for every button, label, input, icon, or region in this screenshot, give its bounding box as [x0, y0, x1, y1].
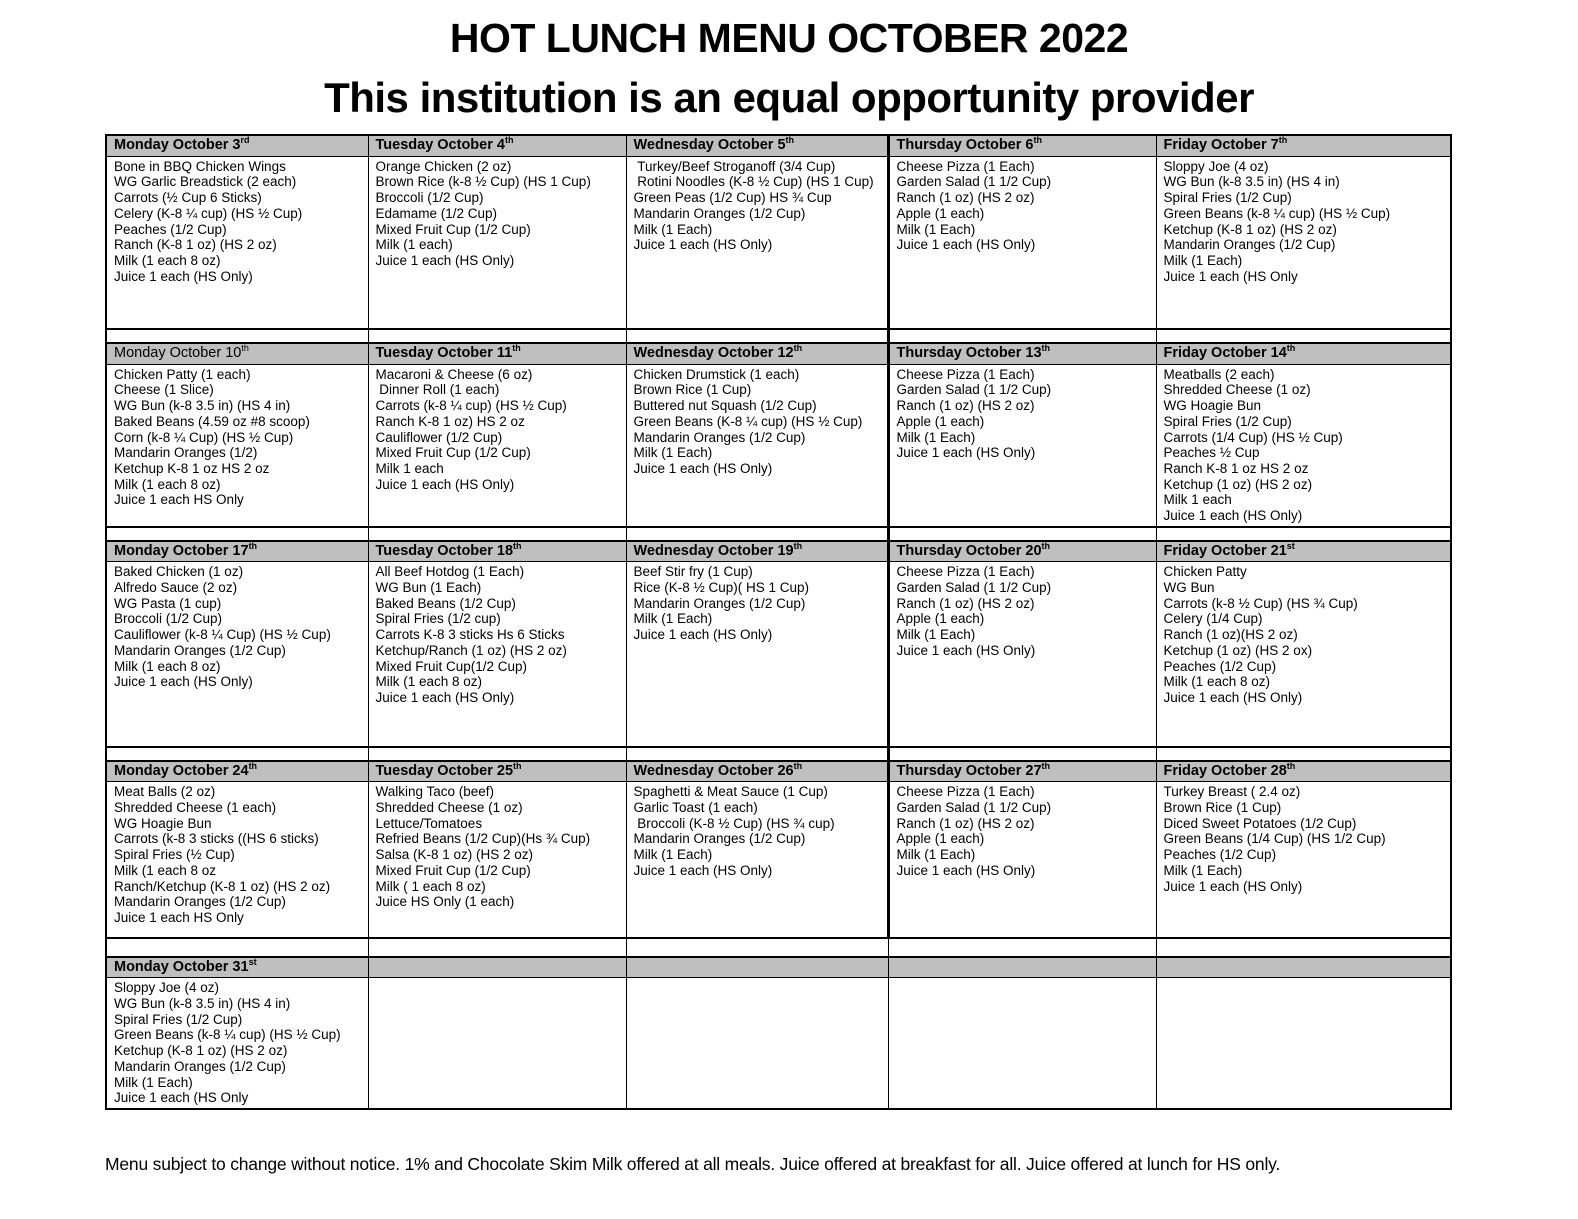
menu-item: Cheese (1 Slice) — [114, 382, 214, 398]
menu-item: Ranch (1 oz) (HS 2 oz) — [896, 398, 1035, 414]
day-header-label: Tuesday October 4 — [375, 137, 505, 154]
menu-item: Ketchup (1 oz) (HS 2 ox) — [1163, 642, 1313, 658]
menu-item: Garden Salad (1 1/2 Cup) — [896, 174, 1052, 190]
menu-cell — [888, 782, 1156, 938]
day-header-ordinal: th — [512, 343, 521, 354]
menu-item: Brown Rice (1 Cup) — [1163, 800, 1282, 816]
footer-note: Menu subject to change without notice. 1% and Chocolate Skim Milk offered at all meals. Juice offered at breakfast for all. Juice offered at lunch for HS only. — [105, 1153, 1281, 1174]
menu-cell — [888, 364, 1156, 527]
menu-item: Garden Salad (1 1/2 Cup) — [896, 800, 1052, 816]
day-header — [106, 343, 368, 364]
menu-item: Meatballs (2 each) — [1163, 366, 1275, 382]
menu-item: Brown Rice (1 Cup) — [633, 382, 752, 398]
day-header-ordinal: th — [1041, 760, 1051, 771]
day-header-ordinal: th — [513, 540, 522, 551]
day-header-ordinal: st — [248, 956, 257, 967]
spacer-cell — [106, 329, 368, 343]
menu-table-body — [106, 135, 1451, 1109]
menu-item: WG Bun — [1163, 580, 1215, 596]
menu-item: WG Bun (k-8 3.5 in) (HS 4 in) — [1163, 174, 1340, 190]
day-header-label: Wednesday October 19 — [633, 542, 794, 559]
menu-item: Milk 1 each — [1163, 492, 1232, 508]
menu-item: Milk (1 Each) — [896, 847, 976, 863]
day-header — [626, 541, 888, 562]
menu-item: Carrots (k-8 3 sticks ((HS 6 sticks) — [114, 831, 319, 847]
day-header-ordinal: th — [1286, 760, 1296, 771]
menu-item: Juice 1 each (HS Only) — [1163, 689, 1303, 705]
menu-cell — [106, 978, 368, 1109]
menu-item: Carrots (k-8 ¼ cup) (HS ½ Cup) — [375, 398, 567, 414]
menu-item: Lettuce/Tomatoes — [375, 815, 483, 831]
day-header — [368, 343, 626, 364]
menu-item: Spiral Fries (½ Cup) — [114, 847, 235, 863]
menu-cell — [1156, 156, 1451, 329]
day-header-label: Tuesday October 18 — [375, 542, 514, 559]
menu-item: Diced Sweet Potatoes (1/2 Cup) — [1163, 815, 1357, 831]
menu-item: Milk (1 Each) — [896, 627, 976, 643]
day-header — [888, 761, 1156, 782]
day-header-label: Friday October 28 — [1163, 762, 1287, 779]
page-subtitle: This institution is an equal opportunity provider — [324, 74, 1254, 122]
menu-item: Carrots K-8 3 sticks Hs 6 Sticks — [375, 627, 565, 643]
day-header-ordinal: th — [793, 540, 803, 551]
menu-item: WG Bun (1 Each) — [375, 580, 482, 596]
spacer-cell — [368, 329, 626, 343]
menu-item: Ketchup K-8 1 oz HS 2 oz — [114, 461, 270, 476]
menu-item: Juice 1 each (HS Only) — [633, 862, 773, 878]
menu-item: WG Bun (k-8 3.5 in) (HS 4 in) — [114, 398, 291, 414]
menu-item: Green Beans (k-8 ¼ cup) (HS ½ Cup) — [114, 1027, 341, 1043]
day-header — [1156, 541, 1451, 562]
menu-item: Ranch K-8 1 oz HS 2 oz — [1163, 461, 1309, 476]
day-header — [368, 957, 626, 978]
lunch-menu-table — [105, 134, 1452, 1110]
menu-item: Milk (1 each 8 oz) — [114, 253, 221, 268]
menu-item: Apple (1 each) — [896, 413, 985, 429]
menu-cell — [368, 364, 626, 527]
menu-cell — [626, 782, 888, 938]
week-content-row — [106, 364, 1451, 527]
menu-item: Ranch/Ketchup (K-8 1 oz) (HS 2 oz) — [114, 878, 331, 894]
menu-item: Broccoli (K-8 ½ Cup) (HS ¾ cup) — [633, 815, 835, 831]
menu-item: Ketchup (1 oz) (HS 2 oz) — [1163, 476, 1313, 492]
menu-item: WG Bun (k-8 3.5 in) (HS 4 in) — [114, 996, 291, 1012]
spacer-cell — [106, 938, 368, 957]
menu-item: Spaghetti & Meat Sauce (1 Cup) — [633, 784, 828, 800]
menu-item: Ranch (K-8 1 oz) (HS 2 oz) — [114, 237, 277, 253]
menu-item: Juice 1 each (HS Only) — [633, 627, 773, 643]
menu-item: Ranch (1 oz) (HS 2 oz) — [896, 595, 1035, 611]
spacer-cell — [626, 527, 888, 541]
menu-item: WG Hoagie Bun — [1163, 398, 1262, 414]
menu-item: Garden Salad (1 1/2 Cup) — [896, 580, 1052, 596]
week-content-row — [106, 156, 1451, 329]
week-content-row — [106, 978, 1451, 1109]
spacer-cell — [1156, 527, 1451, 541]
menu-item: Juice 1 each (HS Only) — [896, 445, 1036, 461]
day-header-ordinal: th — [1033, 135, 1042, 146]
menu-item: Milk (1 Each) — [633, 221, 713, 237]
menu-item: Milk (1 each 8 oz) — [114, 658, 221, 674]
menu-item: Juice 1 each HS Only — [114, 492, 244, 508]
week-content-row — [106, 562, 1451, 747]
day-header-label: Monday October 31 — [114, 958, 249, 975]
menu-item: Juice 1 each (HS Only — [1163, 268, 1298, 284]
menu-item: Spiral Fries (1/2 Cup) — [1163, 190, 1292, 206]
menu-item: Juice 1 each (HS Only) — [633, 237, 773, 253]
day-header — [626, 957, 888, 978]
day-header — [106, 957, 368, 978]
day-header-ordinal: th — [248, 540, 258, 551]
day-header — [368, 135, 626, 156]
menu-item: Celery (1/4 Cup) — [1163, 611, 1263, 627]
day-header-label: Wednesday October 12 — [633, 345, 794, 362]
menu-item: Milk (1 each 8 oz) — [1163, 674, 1271, 690]
day-header-ordinal: st — [1286, 540, 1295, 551]
day-header — [626, 761, 888, 782]
menu-item: Juice 1 each (HS Only — [114, 1090, 249, 1106]
menu-item: Juice 1 each (HS Only) — [896, 237, 1036, 253]
menu-cell — [1156, 978, 1451, 1109]
menu-cell — [368, 156, 626, 329]
spacer-cell — [368, 938, 626, 957]
menu-cell — [368, 562, 626, 747]
day-header — [888, 957, 1156, 978]
menu-item: Green Beans (1/4 Cup) (HS 1/2 Cup) — [1163, 831, 1386, 847]
menu-item: Baked Chicken (1 oz) — [114, 564, 244, 580]
menu-item: Broccoli (1/2 Cup) — [114, 611, 223, 627]
menu-cell — [106, 782, 368, 938]
menu-item: Juice 1 each (HS Only) — [896, 642, 1036, 658]
day-header-label: Tuesday October 11 — [375, 345, 513, 362]
menu-item: Juice 1 each (HS Only) — [375, 689, 515, 705]
day-header-label: Wednesday October 5 — [633, 137, 786, 154]
menu-item: Milk (1 each) — [375, 237, 453, 253]
menu-item: Milk (1 Each) — [1163, 253, 1243, 268]
menu-item: Garlic Toast (1 each) — [633, 800, 758, 816]
menu-cell — [626, 156, 888, 329]
menu-item: Cheese Pizza (1 Each) — [896, 784, 1035, 800]
day-header-label: Thursday October 20 — [896, 542, 1042, 559]
menu-item: Milk (1 each 8 oz — [114, 862, 217, 878]
day-header-label: Thursday October 6 — [896, 137, 1034, 154]
menu-cell — [106, 364, 368, 527]
spacer-cell — [1156, 747, 1451, 761]
spacer-cell — [368, 527, 626, 541]
day-header-ordinal: th — [241, 343, 249, 354]
menu-item: Cauliflower (k-8 ¼ Cup) (HS ½ Cup) — [114, 627, 331, 643]
spacer-cell — [1156, 938, 1451, 957]
day-header-ordinal: th — [504, 135, 514, 146]
menu-item: Green Beans (k-8 ¼ cup) (HS ½ Cup) — [1163, 205, 1391, 221]
menu-item: Cheese Pizza (1 Each) — [896, 158, 1035, 174]
menu-item: Baked Beans (1/2 Cup) — [375, 595, 516, 611]
spacer-cell — [888, 938, 1156, 957]
menu-item: Mandarin Oranges (1/2 Cup) — [114, 642, 286, 658]
menu-item: Corn (k-8 ¼ Cup) (HS ½ Cup) — [114, 429, 294, 445]
menu-item: Carrots (½ Cup 6 Sticks) — [114, 190, 262, 206]
menu-item: Green Beans (K-8 ¼ cup) (HS ½ Cup) — [633, 413, 863, 429]
menu-cell — [626, 978, 888, 1109]
menu-cell — [106, 156, 368, 329]
menu-item: Juice 1 each (HS Only) — [633, 461, 773, 476]
menu-item: Mandarin Oranges (1/2 Cup) — [633, 831, 806, 847]
menu-item: Milk (1 Each) — [633, 445, 713, 461]
menu-item: Edamame (1/2 Cup) — [375, 205, 498, 221]
day-header-ordinal: th — [793, 343, 803, 354]
menu-item: Ranch (1 oz)(HS 2 oz) — [1163, 627, 1298, 643]
menu-item: Walking Taco (beef) — [375, 784, 495, 800]
day-header-ordinal: th — [1041, 343, 1051, 354]
day-header-label: Thursday October 27 — [896, 762, 1042, 779]
menu-item: Mandarin Oranges (1/2 Cup) — [114, 1058, 286, 1074]
day-header-ordinal: th — [793, 760, 803, 771]
menu-item: Apple (1 each) — [896, 831, 985, 847]
spacer-row — [106, 747, 1451, 761]
day-header — [1156, 343, 1451, 364]
menu-cell — [1156, 364, 1451, 527]
menu-item: Turkey/Beef Stroganoff (3/4 Cup) — [633, 158, 836, 174]
day-header-label: Friday October 21 — [1163, 542, 1287, 559]
menu-item: Alfredo Sauce (2 oz) — [114, 580, 238, 596]
menu-cell — [626, 364, 888, 527]
menu-item: Dinner Roll (1 each) — [375, 382, 500, 398]
menu-item: Juice 1 each (HS Only) — [896, 862, 1036, 878]
day-header-ordinal: th — [1041, 540, 1051, 551]
menu-item: Apple (1 each) — [896, 611, 985, 627]
menu-item: Juice 1 each (HS Only) — [375, 476, 515, 492]
spacer-cell — [106, 747, 368, 761]
menu-item: Milk 1 each — [375, 461, 444, 476]
menu-item: WG Hoagie Bun — [114, 815, 212, 831]
menu-item: Juice 1 each HS Only — [114, 909, 244, 925]
menu-item: Milk (1 each 8 oz) — [375, 674, 483, 690]
menu-item: Cauliflower (1/2 Cup) — [375, 429, 503, 445]
menu-item: Green Peas (1/2 Cup) HS ¾ Cup — [633, 190, 832, 206]
menu-item: Juice 1 each (HS Only) — [114, 268, 253, 284]
spacer-row — [106, 527, 1451, 541]
menu-item: Peaches (1/2 Cup) — [1163, 658, 1277, 674]
menu-item: Meat Balls (2 oz) — [114, 784, 216, 800]
menu-item: Peaches (1/2 Cup) — [114, 221, 227, 237]
menu-item: Milk (1 Each) — [114, 1074, 193, 1090]
menu-item: Peaches (1/2 Cup) — [1163, 847, 1277, 863]
day-header — [1156, 761, 1451, 782]
menu-item: Macaroni & Cheese (6 oz) — [375, 366, 533, 382]
menu-item: Mandarin Oranges (1/2 Cup) — [633, 205, 806, 221]
day-header-label: Monday October 17 — [114, 542, 249, 559]
day-header — [626, 343, 888, 364]
menu-item: Mandarin Oranges (1/2 Cup) — [1163, 237, 1336, 253]
menu-cell — [1156, 782, 1451, 938]
menu-item: Spiral Fries (1/2 Cup) — [114, 1011, 243, 1027]
menu-item: Rice (K-8 ½ Cup)( HS 1 Cup) — [633, 580, 810, 596]
menu-item: Mixed Fruit Cup (1/2 Cup) — [375, 221, 531, 237]
day-header-label: Monday October 3 — [114, 137, 241, 154]
week-header-row — [106, 957, 1451, 978]
menu-item: Chicken Drumstick (1 each) — [633, 366, 800, 382]
menu-item: Carrots (1/4 Cup) (HS ½ Cup) — [1163, 429, 1343, 445]
menu-item: Turkey Breast ( 2.4 oz) — [1163, 784, 1301, 800]
day-header-label: Wednesday October 26 — [633, 762, 794, 779]
day-header-ordinal: th — [513, 760, 522, 771]
menu-item: Chicken Patty — [1163, 564, 1247, 580]
menu-item: Baked Beans (4.59 oz #8 scoop) — [114, 413, 310, 429]
day-header — [888, 135, 1156, 156]
menu-cell — [888, 156, 1156, 329]
menu-item: Cheese Pizza (1 Each) — [896, 564, 1035, 580]
menu-item: Milk ( 1 each 8 oz) — [375, 878, 486, 894]
menu-item: Ketchup/Ranch (1 oz) (HS 2 oz) — [375, 642, 567, 658]
day-header-label: Friday October 7 — [1163, 137, 1279, 154]
menu-item: Juice 1 each (HS Only) — [114, 674, 253, 690]
menu-item: Orange Chicken (2 oz) — [375, 158, 512, 174]
menu-item: Ranch K-8 1 oz) HS 2 oz — [375, 413, 525, 429]
week-header-row — [106, 135, 1451, 156]
menu-item: Spiral Fries (1/2 Cup) — [1163, 413, 1292, 429]
menu-item: Apple (1 each) — [896, 205, 985, 221]
menu-item: Milk (1 Each) — [896, 429, 976, 445]
menu-item: Shredded Cheese (1 oz) — [375, 800, 523, 816]
day-header-ordinal: th — [248, 760, 258, 771]
menu-item: Mandarin Oranges (1/2 Cup) — [633, 595, 806, 611]
spacer-row — [106, 329, 1451, 343]
spacer-cell — [888, 329, 1156, 343]
menu-item: Juice 1 each (HS Only) — [375, 253, 515, 268]
menu-cell — [888, 562, 1156, 747]
menu-item: Celery (K-8 ¼ cup) (HS ½ Cup) — [114, 205, 303, 221]
menu-item: WG Pasta (1 cup) — [114, 595, 222, 611]
menu-item: Garden Salad (1 1/2 Cup) — [896, 382, 1052, 398]
week-header-row — [106, 541, 1451, 562]
menu-item: Broccoli (1/2 Cup) — [375, 190, 484, 206]
menu-item: Shredded Cheese (1 oz) — [1163, 382, 1311, 398]
menu-item: Milk (1 Each) — [1163, 862, 1243, 878]
day-header — [1156, 135, 1451, 156]
day-header — [888, 343, 1156, 364]
day-header — [626, 135, 888, 156]
day-header — [106, 761, 368, 782]
day-header — [368, 541, 626, 562]
menu-item: Ketchup (K-8 1 oz) (HS 2 oz) — [1163, 221, 1337, 237]
menu-cell — [888, 978, 1156, 1109]
menu-item: Bone in BBQ Chicken Wings — [114, 158, 286, 174]
spacer-cell — [888, 747, 1156, 761]
menu-item: Mixed Fruit Cup (1/2 Cup) — [375, 862, 531, 878]
menu-item: Mandarin Oranges (1/2) — [114, 445, 258, 461]
menu-item: Milk (1 Each) — [633, 611, 713, 627]
spacer-cell — [626, 329, 888, 343]
menu-item: Ketchup (K-8 1 oz) (HS 2 oz) — [114, 1043, 288, 1059]
menu-item: Mixed Fruit Cup (1/2 Cup) — [375, 445, 531, 461]
menu-item: Mandarin Oranges (1/2 Cup) — [114, 894, 286, 910]
day-header-ordinal: th — [1286, 343, 1296, 354]
menu-item: Peaches ½ Cup — [1163, 445, 1260, 461]
day-header-label: Tuesday October 25 — [375, 762, 514, 779]
menu-item: Shredded Cheese (1 each) — [114, 800, 277, 816]
week-content-row — [106, 782, 1451, 938]
menu-item: Cheese Pizza (1 Each) — [896, 366, 1035, 382]
day-header — [106, 541, 368, 562]
menu-item: Juice HS Only (1 each) — [375, 894, 515, 910]
menu-item: Milk (1 Each) — [633, 847, 713, 863]
page-title: HOT LUNCH MENU OCTOBER 2022 — [449, 15, 1129, 61]
menu-item: Chicken Patty (1 each) — [114, 366, 251, 382]
day-header-ordinal: th — [1278, 135, 1288, 146]
menu-item: Sloppy Joe (4 oz) — [1163, 158, 1269, 174]
menu-item: Juice 1 each (HS Only) — [1163, 878, 1303, 894]
menu-item: Juice 1 each (HS Only) — [1163, 508, 1303, 524]
menu-cell — [626, 562, 888, 747]
menu-item: Rotini Noodles (K-8 ½ Cup) (HS 1 Cup) — [633, 174, 874, 190]
day-header-label: Thursday October 13 — [896, 345, 1042, 362]
menu-item: Ranch (1 oz) (HS 2 oz) — [896, 815, 1035, 831]
day-header-label: Friday October 14 — [1163, 345, 1287, 362]
day-header-label: Monday October 24 — [114, 762, 249, 779]
menu-item: WG Garlic Breadstick (2 each) — [114, 174, 297, 190]
menu-item: Milk (1 each 8 oz) — [114, 476, 221, 492]
spacer-row — [106, 938, 1451, 957]
spacer-cell — [888, 527, 1156, 541]
menu-item: Buttered nut Squash (1/2 Cup) — [633, 398, 817, 414]
menu-item: Carrots (k-8 ½ Cup) (HS ¾ Cup) — [1163, 595, 1358, 611]
menu-item: Beef Stir fry (1 Cup) — [633, 564, 753, 580]
menu-item: Salsa (K-8 1 oz) (HS 2 oz) — [375, 847, 534, 863]
menu-item: Mixed Fruit Cup(1/2 Cup) — [375, 658, 528, 674]
day-header — [106, 135, 368, 156]
menu-cell — [106, 562, 368, 747]
menu-item: All Beef Hotdog (1 Each) — [375, 564, 525, 580]
menu-item: Mandarin Oranges (1/2 Cup) — [633, 429, 806, 445]
day-header — [888, 541, 1156, 562]
week-header-row — [106, 343, 1451, 364]
menu-item: Spiral Fries (1/2 cup) — [375, 611, 501, 627]
day-header-ordinal: rd — [240, 135, 250, 146]
menu-item: Milk (1 Each) — [896, 221, 976, 237]
menu-cell — [368, 978, 626, 1109]
menu-cell — [368, 782, 626, 938]
spacer-cell — [106, 527, 368, 541]
day-header-label: Monday October 10 — [114, 345, 242, 362]
day-header-ordinal: th — [785, 135, 795, 146]
spacer-cell — [1156, 329, 1451, 343]
spacer-cell — [626, 747, 888, 761]
day-header — [1156, 957, 1451, 978]
menu-item: Sloppy Joe (4 oz) — [114, 980, 220, 996]
menu-item: Ranch (1 oz) (HS 2 oz) — [896, 190, 1035, 206]
day-header — [368, 761, 626, 782]
menu-item: Refried Beans (1/2 Cup)(Hs ¾ Cup) — [375, 831, 591, 847]
menu-item: Brown Rice (k-8 ½ Cup) (HS 1 Cup) — [375, 174, 591, 190]
spacer-cell — [368, 747, 626, 761]
menu-cell — [1156, 562, 1451, 747]
spacer-cell — [626, 938, 888, 957]
week-header-row — [106, 761, 1451, 782]
